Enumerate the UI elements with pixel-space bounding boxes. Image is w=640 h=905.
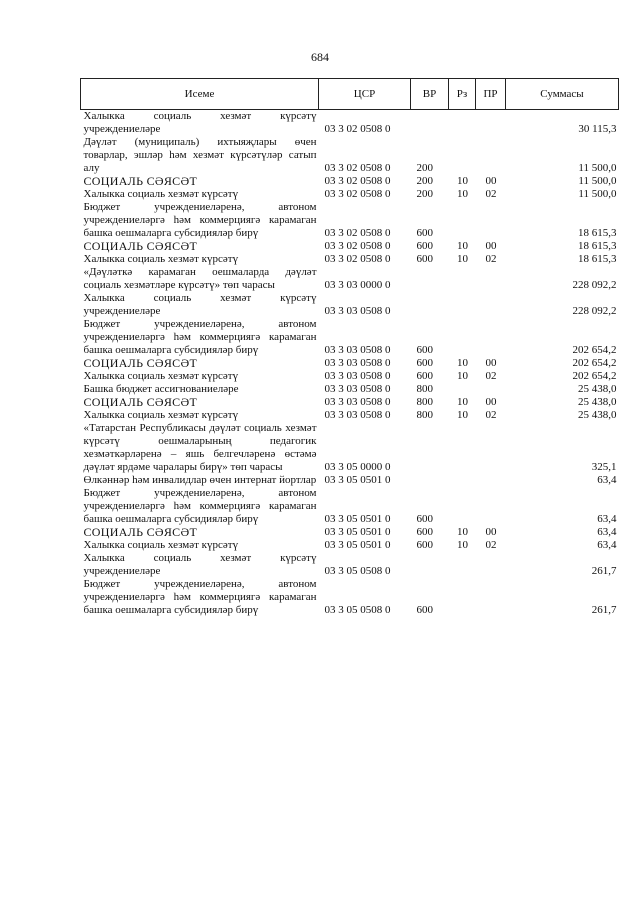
cell-vr: 600 — [416, 526, 433, 538]
cell-sum: 228 092,2 — [572, 279, 617, 291]
cell-name: Бюджет учреждениеләренә, автоном учреждениеләргә һәм коммерциягә карамаган башка оешмаларга субсидияләр бирү — [83, 318, 317, 356]
cell-sum: 63,4 — [597, 539, 617, 551]
cell-rz: 10 — [457, 539, 468, 551]
cell-sum: 63,4 — [597, 513, 617, 525]
cell-rz: 10 — [457, 188, 468, 200]
header-rz: Рз — [449, 79, 476, 110]
cell-csr: 03 3 02 0508 0 — [324, 240, 391, 252]
cell-pr — [476, 474, 506, 487]
cell-vr — [411, 266, 449, 292]
cell-rz: 10 — [457, 409, 468, 421]
cell-pr: 02 — [485, 409, 497, 421]
cell-rz: 10 — [457, 240, 468, 252]
cell-vr: 600 — [416, 513, 433, 525]
cell-csr: 03 3 05 0501 0 — [324, 513, 391, 525]
cell-pr: 02 — [485, 188, 497, 200]
table-row — [81, 396, 619, 409]
cell-pr: 00 — [485, 357, 497, 369]
cell-sum: 25 438,0 — [578, 383, 617, 395]
cell-pr — [476, 266, 506, 292]
cell-sum: 63,4 — [597, 474, 617, 486]
cell-sum: 11 500,0 — [578, 162, 617, 174]
cell-name: Дәүләт (муниципаль) ихтыяҗлары өчен товарлар, эшләр һәм хезмәт күрсәтүләр сатып алу — [83, 136, 317, 174]
cell-pr: 00 — [485, 526, 497, 538]
header-csr: ЦСР — [319, 79, 411, 110]
cell-rz — [449, 110, 476, 137]
cell-name: Халыкка социаль хезмәт күрсәтү — [83, 188, 239, 200]
cell-rz — [449, 383, 476, 396]
cell-pr — [476, 318, 506, 357]
cell-name: СОЦИАЛЬ СӘЯСӘТ — [83, 525, 198, 539]
table-row — [81, 240, 619, 253]
table-row — [81, 487, 619, 526]
cell-pr — [476, 383, 506, 396]
cell-csr: 03 3 02 0508 0 — [324, 123, 391, 135]
page-number: 684 — [311, 50, 329, 64]
cell-name: Халыкка социаль хезмәт күрсәтү учреждениеләре — [83, 110, 317, 135]
cell-name: Бюджет учреждениеләренә, автоном учреждениеләргә һәм коммерциягә карамаган башка оешмаларга субсидияләр бирү — [83, 201, 317, 239]
cell-rz — [449, 552, 476, 578]
cell-rz — [449, 487, 476, 526]
cell-vr — [411, 552, 449, 578]
cell-pr — [476, 578, 506, 617]
cell-csr: 03 3 03 0508 0 — [324, 396, 391, 408]
header-sum: Суммасы — [506, 79, 619, 110]
cell-vr — [411, 292, 449, 318]
cell-sum: 202 654,2 — [572, 357, 617, 369]
cell-csr: 03 3 03 0000 0 — [324, 279, 391, 291]
cell-pr: 00 — [485, 396, 497, 408]
table-row — [81, 370, 619, 383]
cell-name: «Татарстан Республикасы дәүләт социаль хезмәт күрсәтү оешмаларының педагогик хезмәткәрләренә – яшь белгечләренә өстәмә дәүләт ярдәме чаралары бирү» төп чарасы — [83, 422, 317, 473]
cell-csr: 03 3 05 0000 0 — [324, 461, 391, 473]
cell-pr — [476, 487, 506, 526]
table-row — [81, 526, 619, 539]
cell-sum: 25 438,0 — [578, 409, 617, 421]
cell-name: СОЦИАЛЬ СӘЯСӘТ — [83, 239, 198, 253]
cell-rz: 10 — [457, 370, 468, 382]
cell-vr: 600 — [416, 227, 433, 239]
cell-csr: 03 3 02 0508 0 — [324, 188, 391, 200]
cell-name: СОЦИАЛЬ СӘЯСӘТ — [83, 395, 198, 409]
cell-vr: 600 — [416, 344, 433, 356]
cell-vr: 600 — [416, 253, 433, 265]
budget-table — [80, 78, 619, 617]
cell-csr: 03 3 05 0501 0 — [324, 526, 391, 538]
table-row — [81, 201, 619, 240]
cell-name: СОЦИАЛЬ СӘЯСӘТ — [83, 174, 198, 188]
cell-sum: 228 092,2 — [572, 305, 617, 317]
cell-sum: 25 438,0 — [578, 396, 617, 408]
cell-sum: 18 615,3 — [578, 227, 617, 239]
cell-vr: 600 — [416, 240, 433, 252]
cell-name: Халыкка социаль хезмәт күрсәтү — [83, 370, 239, 382]
cell-csr: 03 3 03 0508 0 — [324, 344, 391, 356]
cell-csr: 03 3 05 0501 0 — [324, 474, 391, 486]
cell-rz: 10 — [457, 526, 468, 538]
cell-vr: 600 — [416, 604, 433, 616]
table-row — [81, 292, 619, 318]
cell-csr: 03 3 03 0508 0 — [324, 409, 391, 421]
cell-vr: 200 — [416, 188, 433, 200]
cell-sum: 18 615,3 — [578, 240, 617, 252]
cell-csr: 03 3 02 0508 0 — [324, 175, 391, 187]
cell-name: Халыкка социаль хезмәт күрсәтү учреждениеләре — [83, 292, 317, 317]
cell-rz — [449, 136, 476, 175]
cell-vr: 800 — [416, 383, 433, 395]
cell-rz: 10 — [457, 253, 468, 265]
cell-name: «Дәүләткә карамаган оешмаларда дәүләт социаль хезмәтләре күрсәтү» төп чарасы — [83, 266, 317, 291]
cell-rz — [449, 474, 476, 487]
cell-rz: 10 — [457, 357, 468, 369]
cell-sum: 63,4 — [597, 526, 617, 538]
cell-csr: 03 3 02 0508 0 — [324, 253, 391, 265]
cell-csr: 03 3 03 0508 0 — [324, 305, 391, 317]
cell-pr: 02 — [485, 370, 497, 382]
cell-pr — [476, 201, 506, 240]
cell-name: Халыкка социаль хезмәт күрсәтү — [83, 409, 239, 421]
table-row — [81, 266, 619, 292]
table-row — [81, 539, 619, 552]
cell-pr — [476, 136, 506, 175]
cell-pr — [476, 422, 506, 474]
cell-pr — [476, 552, 506, 578]
cell-pr: 00 — [485, 240, 497, 252]
cell-csr: 03 3 05 0508 0 — [324, 604, 391, 616]
header-pr: ПР — [476, 79, 506, 110]
cell-rz — [449, 422, 476, 474]
cell-rz: 10 — [457, 175, 468, 187]
cell-rz — [449, 266, 476, 292]
header-vr: ВР — [411, 79, 449, 110]
cell-sum: 11 500,0 — [578, 188, 617, 200]
cell-pr: 02 — [485, 253, 497, 265]
cell-vr: 600 — [416, 539, 433, 551]
cell-sum: 261,7 — [591, 604, 617, 616]
cell-csr: 03 3 03 0508 0 — [324, 370, 391, 382]
cell-vr — [411, 474, 449, 487]
cell-sum: 11 500,0 — [578, 175, 617, 187]
cell-vr: 600 — [416, 370, 433, 382]
table-row — [81, 552, 619, 578]
cell-name: СОЦИАЛЬ СӘЯСӘТ — [83, 356, 198, 370]
cell-csr: 03 3 03 0508 0 — [324, 383, 391, 395]
cell-rz — [449, 201, 476, 240]
cell-rz — [449, 292, 476, 318]
cell-sum: 325,1 — [591, 461, 617, 473]
table-row — [81, 357, 619, 370]
cell-vr: 800 — [416, 409, 433, 421]
cell-pr — [476, 292, 506, 318]
cell-name: Бюджет учреждениеләренә, автоном учреждениеләргә һәм коммерциягә карамаган башка оешмаларга субсидияләр бирү — [83, 487, 317, 525]
cell-name: Өлкәннәр һәм инвалидлар өчен интернат йортлар — [83, 474, 317, 486]
cell-csr: 03 3 05 0501 0 — [324, 539, 391, 551]
table-row — [81, 578, 619, 617]
table-row — [81, 110, 619, 137]
cell-vr: 800 — [416, 396, 433, 408]
table-row — [81, 175, 619, 188]
table-row — [81, 409, 619, 422]
table-header — [81, 79, 619, 110]
cell-sum: 18 615,3 — [578, 253, 617, 265]
cell-vr — [411, 422, 449, 474]
cell-sum: 202 654,2 — [572, 344, 617, 356]
cell-name: Халыкка социаль хезмәт күрсәтү учреждениеләре — [83, 552, 317, 577]
cell-rz: 10 — [457, 396, 468, 408]
table-row — [81, 136, 619, 175]
cell-name: Башка бюджет ассигнованиеләре — [83, 383, 239, 395]
cell-sum: 202 654,2 — [572, 370, 617, 382]
cell-name: Бюджет учреждениеләренә, автоном учреждениеләргә һәм коммерциягә карамаган башка оешмаларга субсидияләр бирү — [83, 578, 317, 616]
cell-sum: 30 115,3 — [578, 123, 617, 135]
table-row — [81, 474, 619, 487]
table-row — [81, 253, 619, 266]
cell-rz — [449, 578, 476, 617]
table-row — [81, 188, 619, 201]
cell-vr: 200 — [416, 162, 433, 174]
table-row — [81, 318, 619, 357]
cell-name: Халыкка социаль хезмәт күрсәтү — [83, 253, 239, 265]
cell-name: Халыкка социаль хезмәт күрсәтү — [83, 539, 239, 551]
cell-vr: 600 — [416, 357, 433, 369]
cell-pr: 00 — [485, 175, 497, 187]
cell-csr: 03 3 02 0508 0 — [324, 227, 391, 239]
cell-csr: 03 3 05 0508 0 — [324, 565, 391, 577]
header-name: Исеме — [81, 79, 319, 110]
cell-sum: 261,7 — [591, 565, 617, 577]
cell-vr: 200 — [416, 175, 433, 187]
cell-vr — [411, 110, 449, 137]
cell-csr: 03 3 02 0508 0 — [324, 162, 391, 174]
cell-csr: 03 3 03 0508 0 — [324, 357, 391, 369]
cell-pr: 02 — [485, 539, 497, 551]
table-body — [81, 110, 619, 618]
table-row — [81, 422, 619, 474]
cell-pr — [476, 110, 506, 137]
cell-rz — [449, 318, 476, 357]
